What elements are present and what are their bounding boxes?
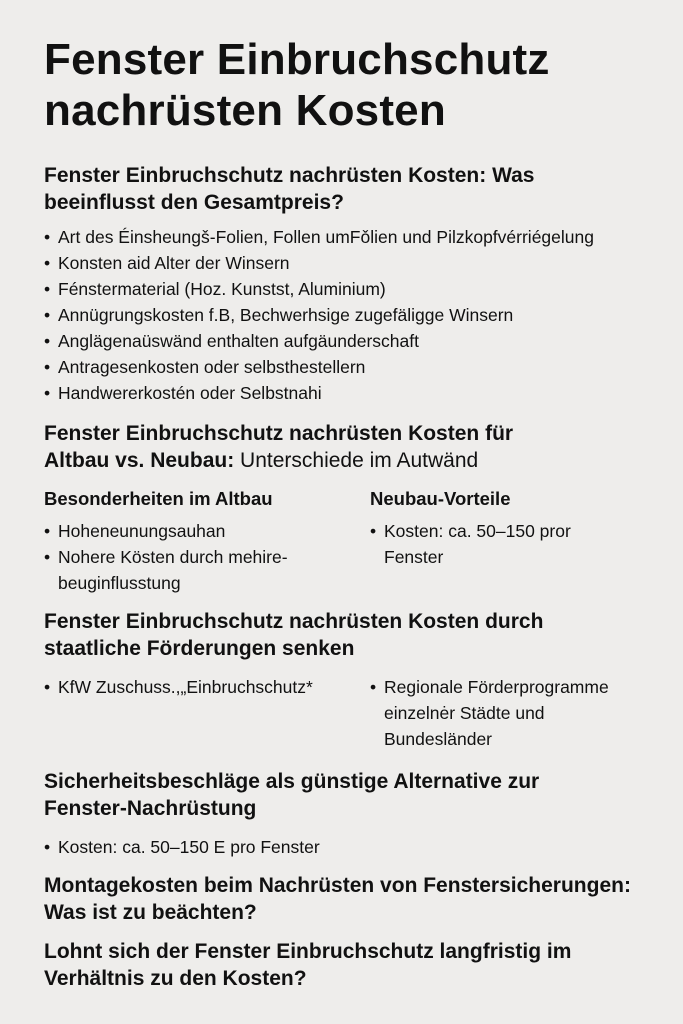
altbau-title: Besonderheiten im Altbau	[44, 488, 273, 509]
list-item: • KfW Zuschuss.,„Einbruchschutz*	[44, 674, 370, 700]
page-title: Fenster Einbruchschutz nachrüsten Kosten	[44, 35, 550, 135]
list-item: • Antragesenkosten oder selbsthestellern	[44, 354, 674, 380]
cost-factors-list	[44, 224, 674, 406]
neubau-column	[370, 486, 660, 596]
regional-list	[370, 674, 640, 752]
section-heading-langfristig: Lohnt sich der Fenster Einbruchschutz langfristig im Verhältnis zu den Kosten?	[44, 940, 572, 990]
section-heading-montagekosten: Montagekosten beim Nachrüsten von Fenstersicherungen: Was ist zu beächten?	[44, 874, 631, 924]
section-heading-foerderungen: Fenster Einbruchschutz nachrüsten Kosten durch staatliche Förderungen senken	[44, 610, 544, 660]
article	[44, 34, 674, 992]
altbau-list	[44, 518, 334, 596]
section-heading-sicherheitsbeschlaege: Sicherheitsbeschläge als günstige Alternative zur Fenster-Nachrüstung	[44, 770, 540, 820]
neubau-title: Neubau-Vorteile	[370, 488, 511, 509]
list-item: • Handwererkostén oder Selbstnahi	[44, 380, 674, 406]
list-item: • Art des Éinsheungš-Folien, Follen umFǒlien und Pilzkopfvérriégelung	[44, 224, 674, 250]
kfw-column	[44, 674, 370, 752]
neubau-list	[370, 518, 590, 570]
regional-column	[370, 674, 660, 752]
list-item: • Nohere Kösten durch mehire-beuginflusstung	[44, 544, 334, 596]
list-item: • Fénstermaterial (Hoz. Kunstst, Aluminium)	[44, 276, 674, 302]
list-item: • Kosten: ca. 50–150 pror Fenster	[370, 518, 590, 570]
heading-bold-part: Fenster Einbruchschutz nachrüsten Kosten für Altbau vs. Neubau:	[44, 422, 514, 472]
list-item: • Konsten aid Alter der Winsern	[44, 250, 674, 276]
heading-light-part: Unterschiede im Autwänd	[240, 449, 479, 472]
list-item: • Kosten: ca. 50–150 E pro Fenster	[44, 834, 674, 860]
list-item: • Regionale Förderprogramme einzelnėr Städte und Bundesländer	[370, 674, 640, 752]
section-heading-altbau-neubau	[44, 420, 564, 474]
altbau-neubau-columns	[44, 486, 674, 596]
section-heading-gesamtpreis: Fenster Einbruchschutz nachrüsten Kosten: Was beeinflusst den Gesamtpreis?	[44, 164, 535, 214]
kfw-list	[44, 674, 370, 700]
list-item: • Hoheneunungsauhan	[44, 518, 334, 544]
altbau-column	[44, 486, 370, 596]
list-item: • Annügrungskosten f.B, Bechwerhsige zugefäligge Winsern	[44, 302, 674, 328]
beschlaege-list	[44, 834, 674, 860]
foerderungen-columns	[44, 674, 674, 752]
list-item: • Anglägenaüswänd enthalten aufgäunderschaft	[44, 328, 674, 354]
